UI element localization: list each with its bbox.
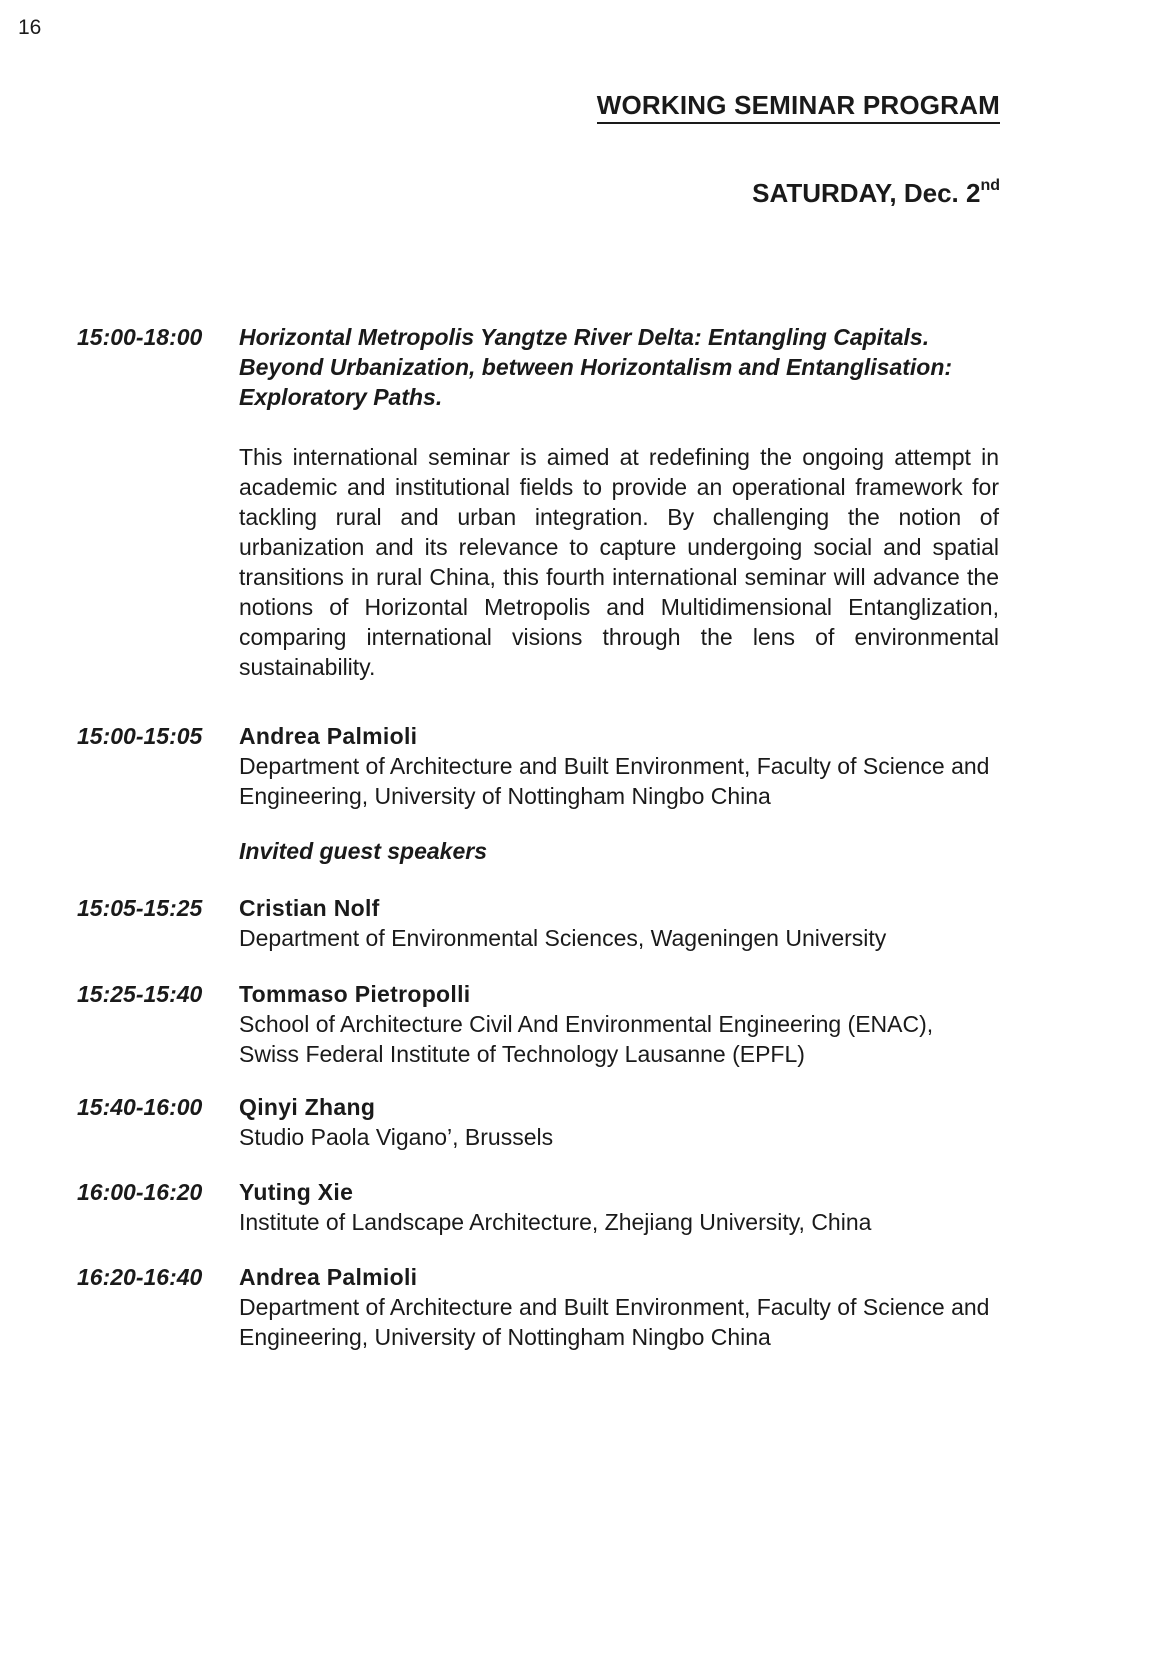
opening-speaker-affiliation: Department of Architecture and Built Environment, Faculty of Science and Engineering, University of Nottingham Ningbo China	[239, 753, 990, 809]
session-title: Horizontal Metropolis Yangtze River Delta: Entangling Capitals. Beyond Urbanization, between Horizontalism and Entanglisation: Exploratory Paths.	[239, 324, 953, 410]
speaker-content	[239, 1092, 999, 1152]
speaker-time: 15:25-15:40	[77, 981, 203, 1007]
speaker-content	[239, 979, 999, 1069]
speaker-affiliation: Department of Architecture and Built Environment, Faculty of Science and Engineering, University of Nottingham Ningbo China	[239, 1294, 990, 1350]
program-title: WORKING SEMINAR PROGRAM	[597, 90, 1000, 124]
opening-time: 15:00-15:05	[77, 723, 203, 749]
speaker-content	[239, 893, 999, 953]
speaker-affiliation: School of Architecture Civil And Environmental Engineering (ENAC), Swiss Federal Institute of Technology Lausanne (EPFL)	[239, 1011, 934, 1067]
speaker-affiliation: Studio Paola Vigano’, Brussels	[239, 1124, 554, 1150]
day-label: SATURDAY, Dec. 2	[752, 178, 981, 208]
speaker-affiliation: Department of Environmental Sciences, Wageningen University	[239, 925, 887, 951]
page-number: 16	[18, 16, 42, 39]
session-content	[239, 322, 999, 682]
speaker-name: Yuting Xie	[239, 1179, 354, 1205]
speaker-time: 16:20-16:40	[77, 1264, 203, 1290]
speaker-affiliation: Institute of Landscape Architecture, Zhejiang University, China	[239, 1209, 872, 1235]
speaker-content	[239, 1262, 999, 1352]
speaker-name: Tommaso Pietropolli	[239, 981, 471, 1007]
speaker-name: Cristian Nolf	[239, 895, 380, 921]
speaker-time: 15:40-16:00	[77, 1094, 203, 1120]
speaker-time: 16:00-16:20	[77, 1179, 203, 1205]
speaker-name: Andrea Palmioli	[239, 1264, 418, 1290]
speaker-content	[239, 1177, 999, 1237]
speaker-time: 15:05-15:25	[77, 895, 203, 921]
invited-speakers-label: Invited guest speakers	[239, 838, 487, 864]
day-suffix: nd	[980, 177, 1000, 194]
day-heading	[752, 178, 1000, 208]
session-description: This international seminar is aimed at redefining the ongoing attempt in academic and institutional fields to provide an operational framework for tackling rural and urban integration. By challenging the notion of urbanization and its relevance to capture undergoing social and spatial transitions in rural China, this fourth international seminar will advance the notions of Horizontal Metropolis and Multidimensional Entanglization, comparing international visions through the lens of environmental sustainability.	[239, 444, 999, 680]
opening-speaker-name: Andrea Palmioli	[239, 723, 418, 749]
opening-content	[239, 721, 999, 811]
speaker-name: Qinyi Zhang	[239, 1094, 376, 1120]
session-time: 15:00-18:00	[77, 324, 203, 350]
